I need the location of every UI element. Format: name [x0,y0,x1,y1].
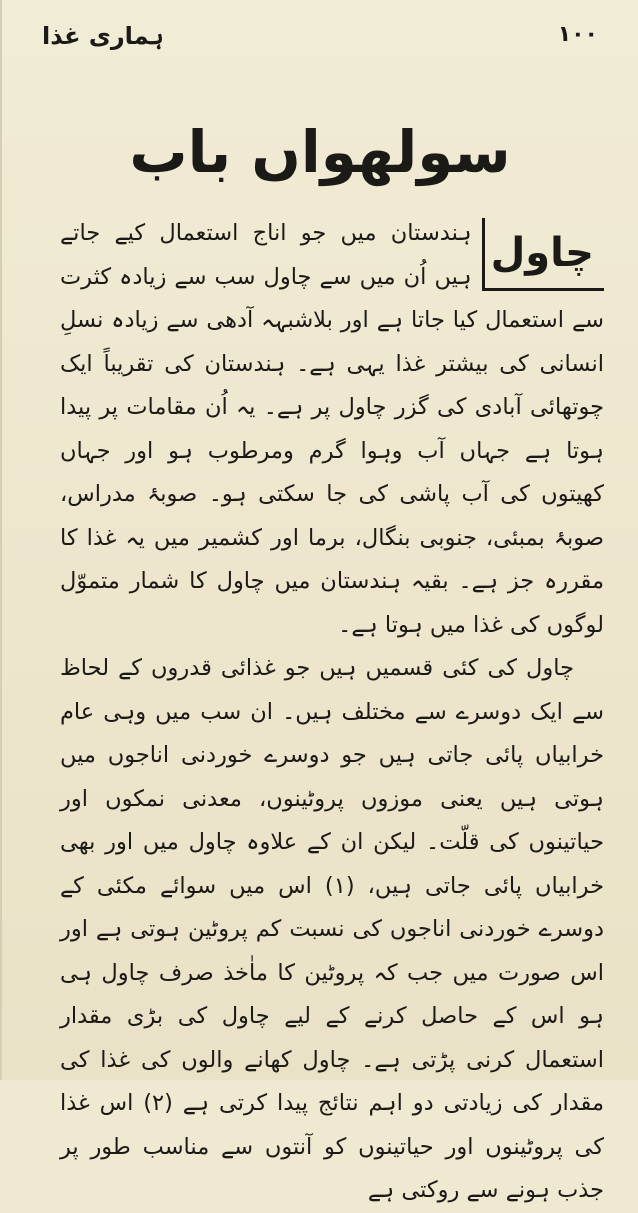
side-heading: چاول [482,218,604,291]
running-title: ہماری غذا [42,22,164,50]
body-text [60,212,604,1203]
page-number: ۱۰۰ [557,22,598,47]
paragraph-2: چاول کی کئی قسمیں ہیں جو غذائی قدروں کے لحاظ سے ایک دوسرے سے مختلف ہیں۔ ان سب میں وہی عام خرابیاں پائی جاتی ہیں جو دوسرے خوردنی اناجوں میں ہوتی ہیں یعنی موزوں پروٹینوں، معدنی نمکوں اور حیاتینوں کی قلّت۔ لیکن ان کے علاوہ چاول میں اور بھی خرابیاں پائی جاتی ہیں، (۱) اس میں سوائے مکئی کے دوسرے خوردنی اناجوں کی نسبت کم پروٹین ہوتی ہے اور اس صورت میں جب کہ پروٹین کا ماٰخذ صرف چاول ہی ہو اس کے حاصل کرنے کے لیے چاول کی بڑی مقدار استعمال کرنی پڑتی ہے۔ چاول کھانے والوں کی غذا کی مقدار کی زیادتی دو اہم نتائج پیدا کرتی ہے (۲) اس غذا کی پروٹینوں اور حیاتینوں کو آنتوں سے مناسب طور پر جذب ہونے سے روکتی ہے [60,655,604,1203]
running-header [42,22,598,62]
paragraph-1 [60,212,604,647]
paragraph-1-text: ہندستان میں جو اناج استعمال کیے جاتے ہیں اُن میں سے چاول سب سے زیادہ کثرت سے استعمال کیا جاتا ہے اور بلاشبہہ آدھی سے زیادہ نسلِ انسانی کی بیشتر غذا یہی ہے۔ ہندستان کی تقریباً ایک چوتھائی آبادی کی گزر چاول پر ہے۔ یہ اُن مقامات پر پیدا ہوتا ہے جہاں آب وہوا گرم ومرطوب ہو اور جہاں کھیتوں کی آب پاشی کی جا سکتی ہو۔ صوبۂ مدراس، صوبۂ بمبئی، جنوبی بنگال، برما اور کشمیر میں یہ غذا کا مقررہ جز ہے۔ بقیہ ہندستان میں چاول کا شمار متموّل لوگوں کی غذا میں ہوتا ہے۔ [60,220,604,638]
chapter-title: سولھواں باب [129,118,511,186]
